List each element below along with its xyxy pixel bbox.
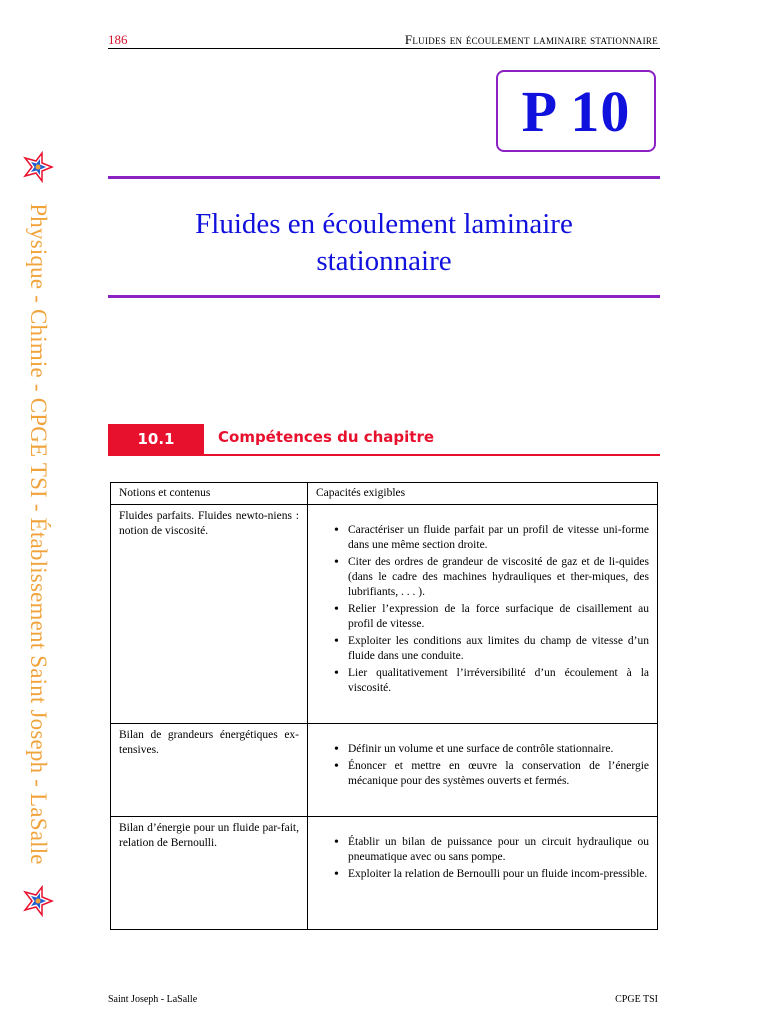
capacites-cell bbox=[308, 724, 658, 817]
capacites-cell bbox=[308, 817, 658, 930]
list-item: • Lier qualitativement l’irréversibilité d’un écoulement à la viscosité. bbox=[316, 666, 649, 696]
section-title: Compétences du chapitre bbox=[218, 428, 435, 446]
table-row bbox=[111, 505, 658, 724]
capacites-list bbox=[316, 728, 649, 789]
title-rule-top bbox=[108, 176, 660, 179]
list-item: • Définir un volume et une surface de contrôle stationnaire. bbox=[316, 742, 649, 757]
competences-table bbox=[110, 482, 658, 930]
header-rule bbox=[108, 48, 660, 49]
list-item: • Citer des ordres de grandeur de viscosité de gaz et de li-quides (dans le cadre des machines hydrauliques et ther-miques, des lubrifiants, . . . ). bbox=[316, 555, 649, 600]
section-heading bbox=[108, 424, 660, 456]
list-item: • Exploiter la relation de Bernoulli pour un fluide incom-pressible. bbox=[316, 867, 649, 882]
notion-cell: Fluides parfaits. Fluides newto-niens : notion de viscosité. bbox=[111, 505, 308, 724]
running-title: Fluides en écoulement laminaire stationnaire bbox=[404, 32, 658, 47]
section-number: 10.1 bbox=[108, 424, 204, 454]
capacites-list bbox=[316, 821, 649, 882]
table-header-row bbox=[111, 483, 658, 505]
section-underline bbox=[108, 454, 660, 456]
table-row bbox=[111, 724, 658, 817]
footer-right: CPGE TSI bbox=[615, 994, 658, 1005]
title-rule-bottom bbox=[108, 295, 660, 298]
notion-cell: Bilan d’énergie pour un fluide par-fait, relation de Bernoulli. bbox=[111, 817, 308, 930]
header-capacites: Capacités exigibles bbox=[308, 483, 658, 505]
chapter-title-line2: stationnaire bbox=[316, 245, 452, 277]
capacites-list bbox=[316, 509, 649, 696]
page-number: 186 bbox=[108, 32, 128, 47]
chapter-title-line1: Fluides en écoulement laminaire bbox=[195, 208, 573, 240]
list-item: • Énoncer et mettre en œuvre la conservation de l’énergie mécanique pour des systèmes ouverts et fermés. bbox=[316, 759, 649, 789]
notion-cell: Bilan de grandeurs énergétiques ex-tensives. bbox=[111, 724, 308, 817]
star-logo-icon bbox=[22, 885, 54, 917]
header-notions: Notions et contenus bbox=[111, 483, 308, 505]
star-logo-icon bbox=[22, 151, 54, 183]
list-item: • Exploiter les conditions aux limites du champ de vitesse d’un fluide dans une conduite. bbox=[316, 634, 649, 664]
chapter-label-box bbox=[496, 70, 656, 152]
capacites-cell bbox=[308, 505, 658, 724]
chapter-title bbox=[108, 206, 660, 280]
list-item: • Établir un bilan de puissance pour un circuit hydraulique ou pneumatique avec ou sans pompe. bbox=[316, 835, 649, 865]
footer-left: Saint Joseph - LaSalle bbox=[108, 994, 198, 1005]
chapter-label: P 10 bbox=[521, 78, 631, 144]
list-item: • Caractériser un fluide parfait par un profil de vitesse uni-forme dans une même section droite. bbox=[316, 523, 649, 553]
list-item: • Relier l’expression de la force surfacique de cisaillement au profil de vitesse. bbox=[316, 602, 649, 632]
table-row bbox=[111, 817, 658, 930]
side-banner bbox=[19, 203, 57, 865]
side-banner-text: Physique - Chimie - CPGE TSI - Établissement Saint Joseph - LaSalle bbox=[26, 203, 51, 865]
